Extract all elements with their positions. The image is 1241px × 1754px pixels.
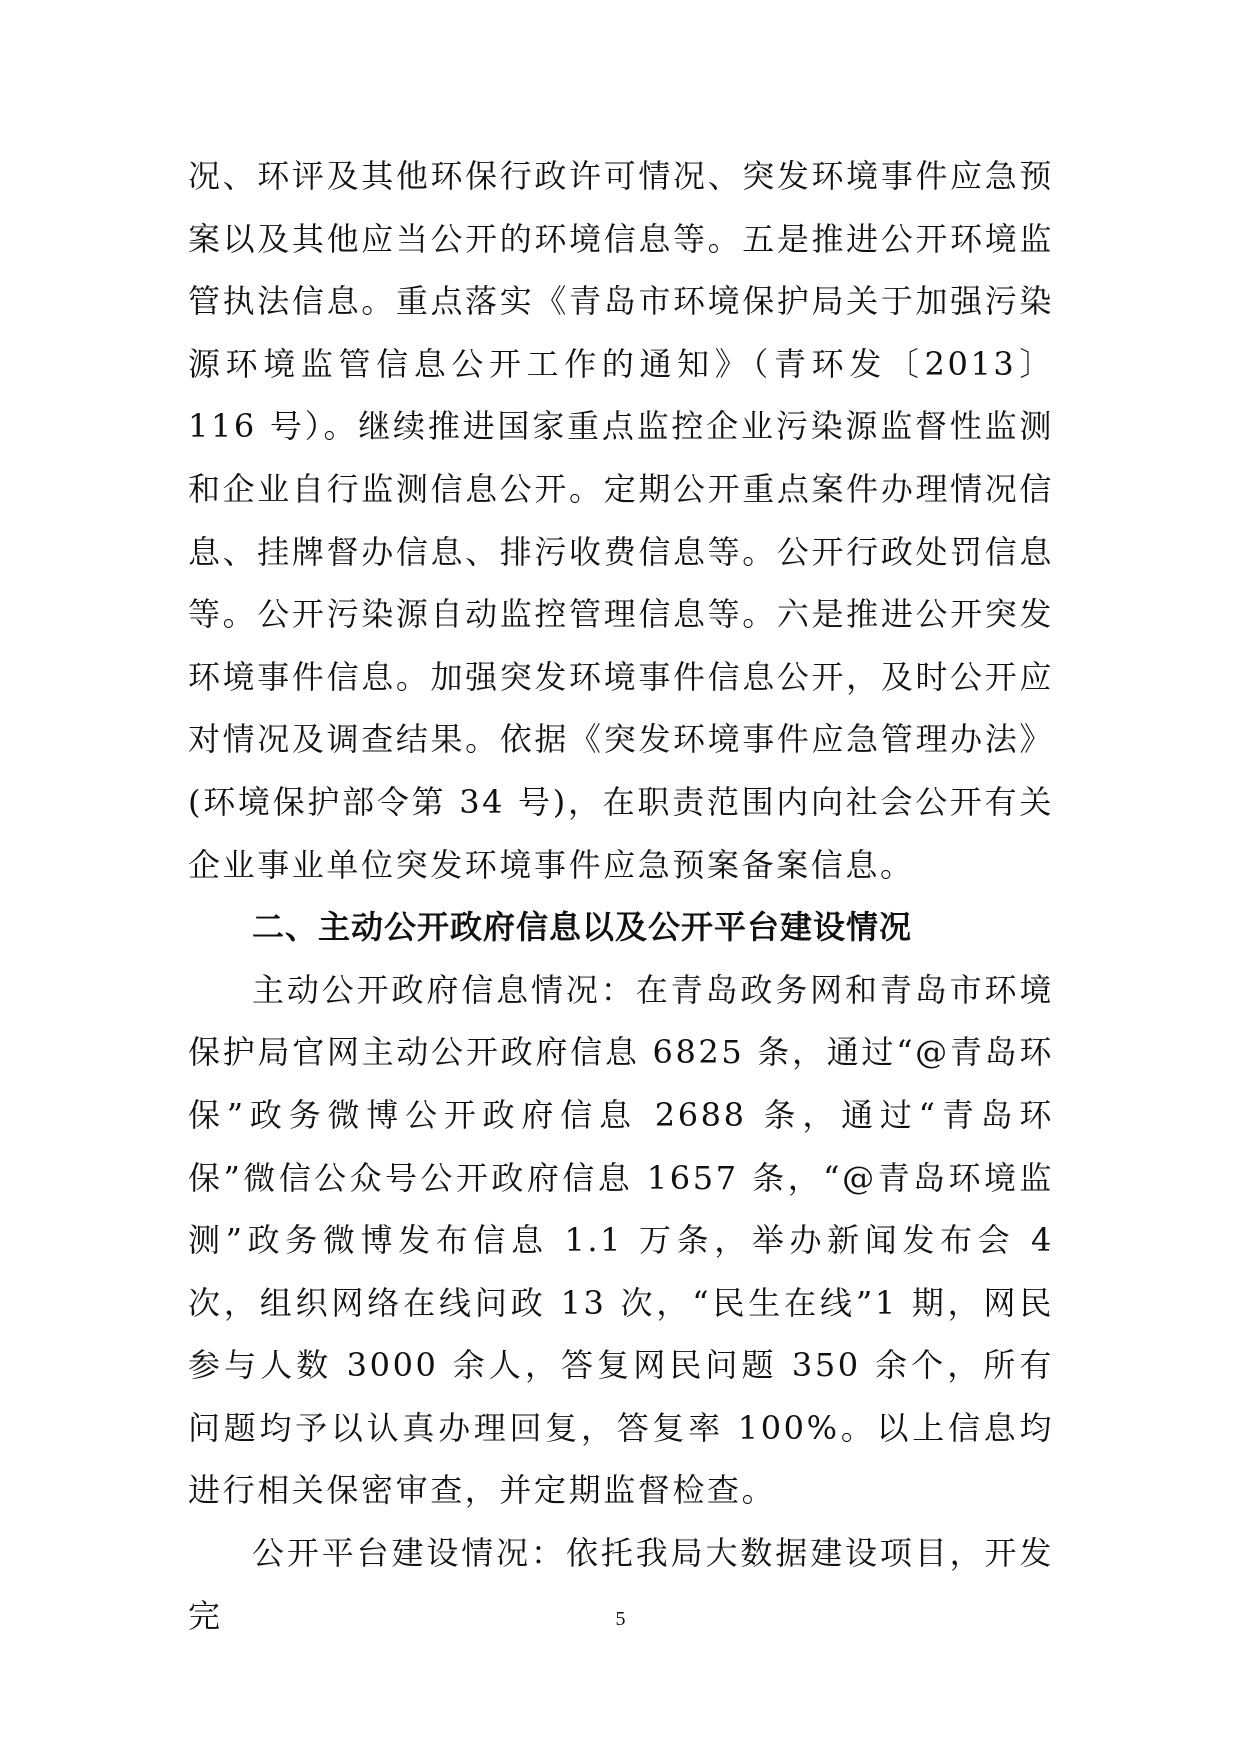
paragraph-text: 在青岛政务网和青岛市环境保护局官网主动公开政府信息 6825 条，通过“@青岛环保”政务微博公开政府信息 2688 条，通过“青岛环保”微信公众号公开政府信息 1657 条，“@青岛环境监测”政务微博发布信息 1.1 万条，举办新闻发布会 4 次，组织网络在线问政 13 次，“民生在线”1 期，网民参与人数 3000 余人，答复网民问题 350 余个，所有问题均予以认真办理回复，答复率 100%。以上信息均进行相关保密审查，并定期监督检查。	[188, 970, 1054, 1510]
heading-text: 二、主动公开政府信息以及公开平台建设情况	[252, 908, 913, 947]
paragraph-lead-label: 公开平台建设情况：	[252, 1534, 566, 1573]
paragraph-text: 依托我局大数据建设项目，开发完	[188, 1534, 1054, 1635]
section-heading-two	[188, 896, 1054, 959]
paragraph-continued-disclosure-items	[188, 145, 1054, 896]
document-body	[188, 145, 1054, 1647]
page-number: 5	[615, 1608, 626, 1630]
paragraph-lead-label: 主动公开政府信息情况：	[252, 970, 636, 1009]
paragraph-active-disclosure	[188, 959, 1054, 1522]
paragraph-text: 况、环评及其他环保行政许可情况、突发环境事件应急预案以及其他应当公开的环境信息等。五是推进公开环境监管执法信息。重点落实《青岛市环境保护局关于加强污染源环境监管信息公开工作的通知》（青环发〔2013〕116 号）。继续推进国家重点监控企业污染源监督性监测和企业自行监测信息公开。定期公开重点案件办理情况信息、挂牌督办信息、排污收费信息等。公开行政处罚信息等。公开污染源自动监控管理信息等。六是推进公开突发环境事件信息。加强突发环境事件信息公开，及时公开应对情况及调查结果。依据《突发环境事件应急管理办法》(环境保护部令第 34 号)，在职责范围内向社会公开有关企业事业单位突发环境事件应急预案备案信息。	[188, 157, 1054, 884]
